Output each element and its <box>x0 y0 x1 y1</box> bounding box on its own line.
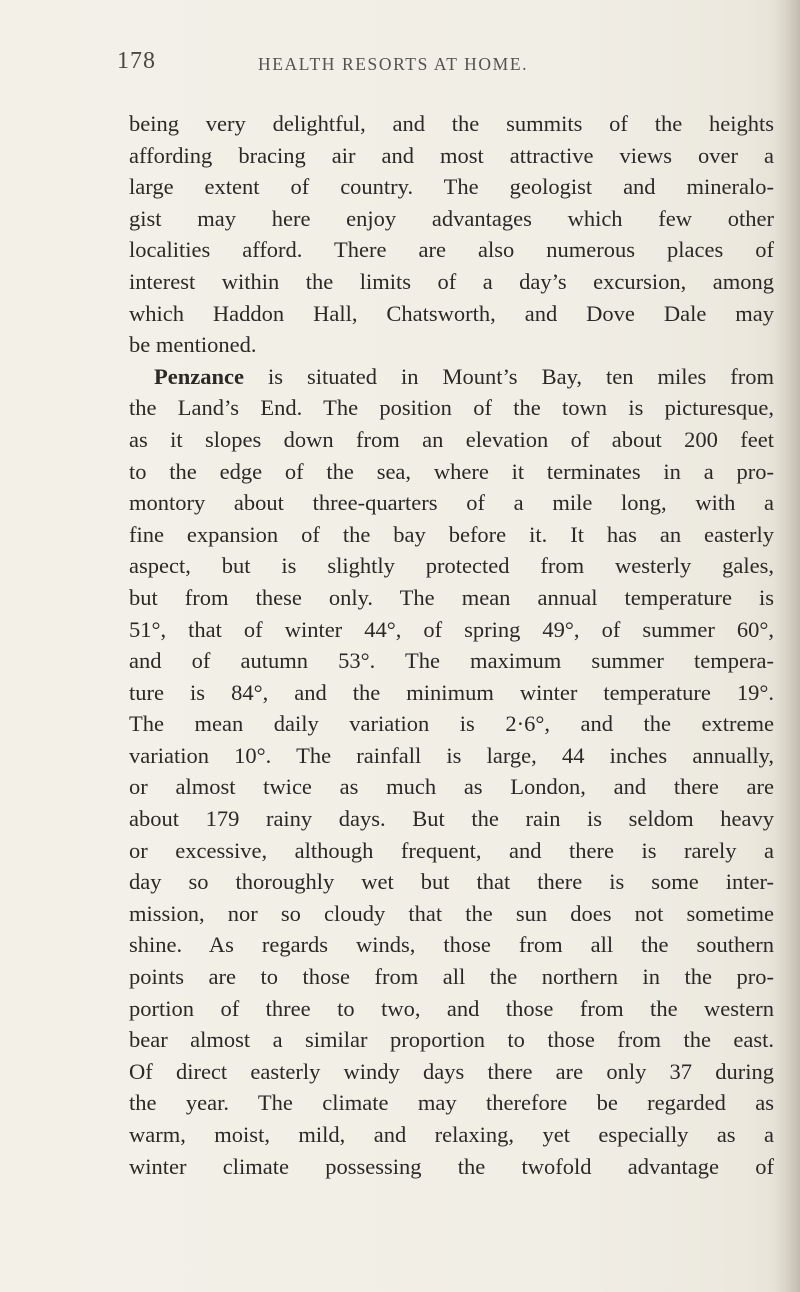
text-line: 51°, that of winter 44°, of spring 49°, of summer 60°, <box>129 616 774 642</box>
text-line: or almost twice as much as London, and there are <box>129 774 774 800</box>
text-line: The mean daily variation is 2·6°, and the extreme <box>129 711 774 737</box>
text-line: the Land’s End. The position of the town is picturesque, <box>129 395 774 421</box>
text-line: affording bracing air and most attractive views over a <box>129 142 774 168</box>
text-line: winter climate possessing the twofold advantage of <box>129 1153 774 1179</box>
page-number: 178 <box>117 48 156 74</box>
text-line: or excessive, although frequent, and there is rarely a <box>129 837 774 863</box>
text-line: but from these only. The mean annual temperature is <box>129 584 774 610</box>
text-line: and of autumn 53°. The maximum summer tempera- <box>129 648 774 674</box>
text-line: large extent of country. The geologist and mineralo- <box>129 174 774 200</box>
text-line: fine expansion of the bay before it. It has an easterly <box>129 521 774 547</box>
section-heading-penzance: Penzance <box>154 363 244 389</box>
text-line-penzance <box>129 361 774 393</box>
page-edge-shadow <box>774 0 800 1292</box>
text-line: bear almost a similar proportion to those from the east. <box>129 1027 774 1053</box>
running-title: HEALTH RESORTS AT HOME. <box>258 54 529 74</box>
text-line: portion of three to two, and those from the western <box>129 995 774 1021</box>
text-line: interest within the limits of a day’s excursion, among <box>129 268 774 294</box>
text-line: which Haddon Hall, Chatsworth, and Dove Dale may <box>129 300 774 326</box>
text-line: aspect, but is slightly protected from westerly gales, <box>129 553 774 579</box>
text-line: about 179 rainy days. But the rain is seldom heavy <box>129 806 774 832</box>
text-line-continuation: is situated in Mount’s Bay, ten miles from <box>268 363 775 389</box>
text-line: as it slopes down from an elevation of about 200 feet <box>129 426 774 452</box>
text-line: shine. As regards winds, those from all the southern <box>129 932 774 958</box>
text-line: be mentioned. <box>129 332 257 358</box>
text-line: ture is 84°, and the minimum winter temperature 19°. <box>129 679 774 705</box>
running-head <box>0 48 800 82</box>
text-line: points are to those from all the northern in the pro- <box>129 964 774 990</box>
text-line: gist may here enjoy advantages which few other <box>129 205 774 231</box>
text-line: warm, moist, mild, and relaxing, yet especially as a <box>129 1122 774 1147</box>
text-line: mission, nor so cloudy that the sun does not sometime <box>129 900 774 926</box>
text-line: being very delightful, and the summits of the heights <box>129 111 774 136</box>
text-line: variation 10°. The rainfall is large, 44 inches annually, <box>129 742 774 768</box>
text-line: to the edge of the sea, where it terminates in a pro- <box>129 458 774 484</box>
text-line: Of direct easterly windy days there are only 37 during <box>129 1058 774 1084</box>
text-line: the year. The climate may therefore be regarded as <box>129 1090 774 1116</box>
text-line: localities afford. There are also numerous places of <box>129 237 774 263</box>
text-line: montory about three-quarters of a mile long, with a <box>129 490 774 516</box>
body-text <box>129 108 774 1182</box>
text-line: day so thoroughly wet but that there is some inter- <box>129 869 774 895</box>
